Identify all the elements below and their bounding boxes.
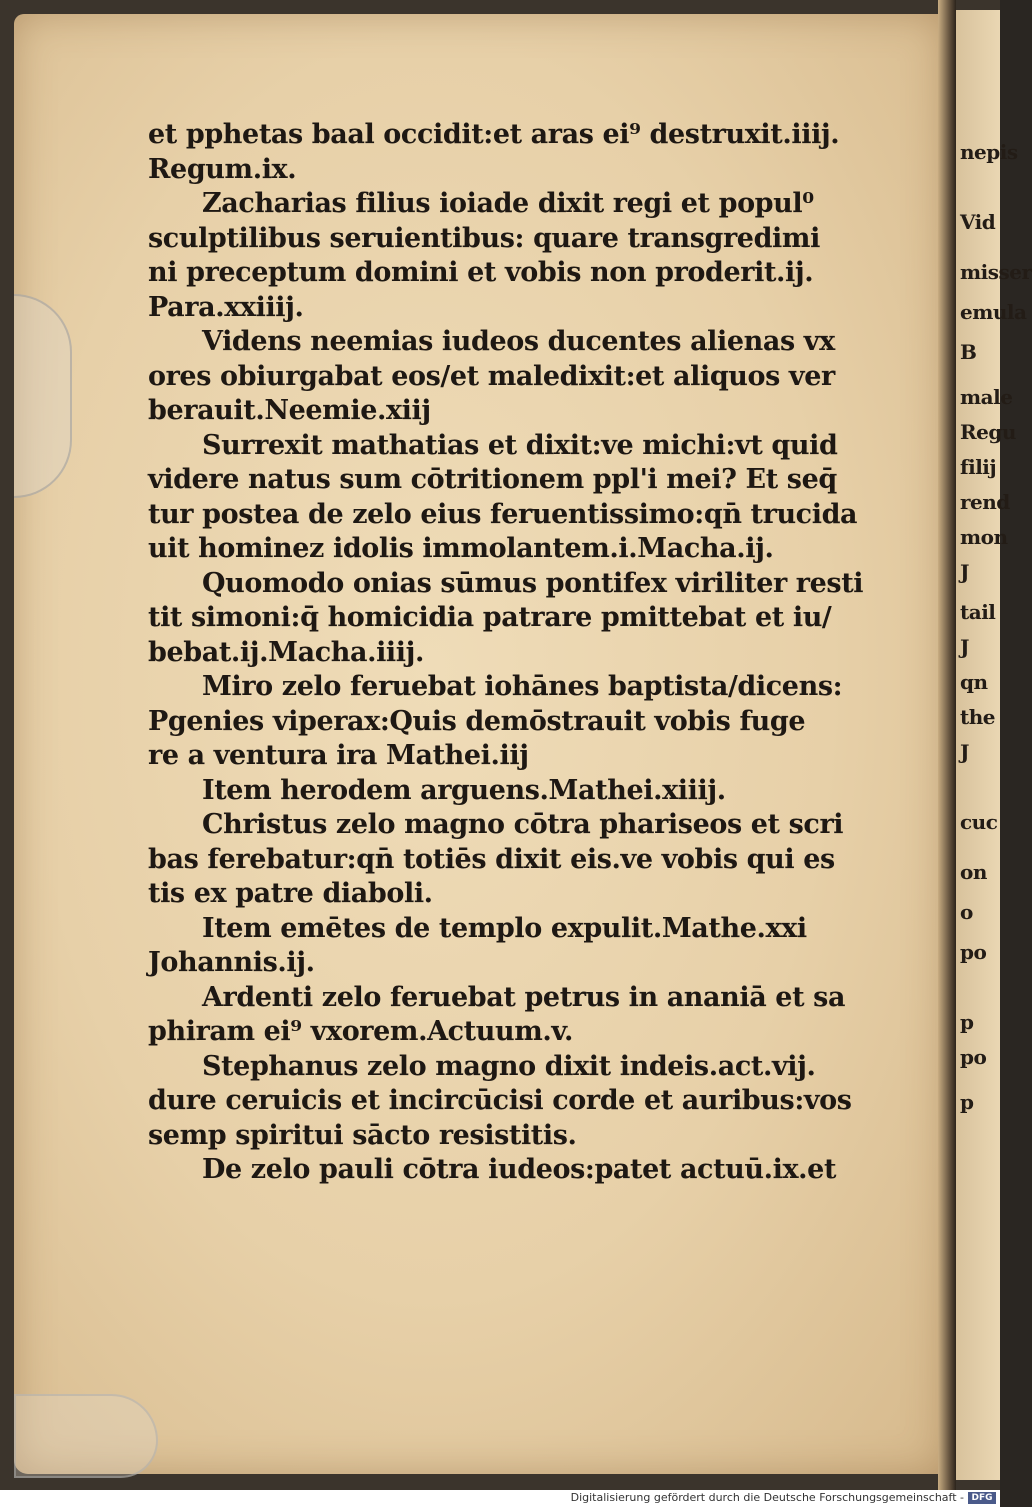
facing-page-edge — [956, 10, 1032, 1480]
facing-page-fragment: po — [960, 1045, 987, 1069]
text-line: ni preceptum domini et vobis non proderit.ij. — [148, 257, 814, 288]
text-line: uit hominez idolis immolantem.i.Macha.ij. — [148, 533, 774, 564]
facing-page-fragment: Regu — [960, 420, 1016, 444]
facing-page-fragment: qn — [960, 670, 988, 694]
text-line: Christus zelo magno cōtra phariseos et scri — [202, 809, 844, 840]
text-line: De zelo pauli cōtra iudeos:patet actuū.ix.et — [202, 1154, 837, 1185]
facing-page-fragment: the — [960, 705, 996, 729]
text-line: re a ventura ira Mathei.iij — [148, 740, 529, 771]
digitization-footer — [0, 1490, 1000, 1507]
facing-page-fragment: misser — [960, 260, 1032, 284]
text-line: ores obiurgabat eos/et maledixit:et aliquos ver — [148, 360, 835, 392]
text-line: tur postea de zelo eius feruentissimo:qn̄ trucida — [148, 498, 858, 530]
text-line: sculptilibus seruientibus: quare transgredimi — [148, 222, 820, 254]
text-line: Para.xxiiij. — [148, 291, 304, 323]
facing-page-fragment: filij — [960, 455, 997, 479]
main-text-block — [148, 118, 888, 1188]
text-line: Miro zelo feruebat iohānes baptista/dicens: — [202, 671, 843, 702]
facing-page-fragment: o — [960, 900, 973, 924]
dfg-logo: DFG — [968, 1492, 996, 1504]
text-line: berauit.Neemie.xiij — [148, 395, 431, 426]
text-line: bebat.ij.Macha.iiij. — [148, 636, 425, 668]
text-line: phiram ei⁹ vxorem.Actuum.v. — [148, 1016, 573, 1047]
book-gutter — [938, 0, 956, 1490]
facing-page-fragment: cuc — [960, 810, 998, 834]
facing-page-fragment: J — [960, 560, 969, 584]
text-line: tis ex patre diaboli. — [148, 878, 433, 909]
text-line: Regum.ix. — [148, 153, 297, 185]
facing-page-fragment: J — [960, 635, 969, 659]
facing-page-fragment: p — [960, 1090, 974, 1114]
text-line: Surrexit mathatias et dixit:ve michi:vt quid — [202, 429, 838, 461]
page-clip — [14, 294, 72, 498]
facing-page-fragment: male — [960, 385, 1013, 409]
text-line: dure ceruicis et incircūcisi corde et auribus:vos — [148, 1085, 852, 1116]
facing-page-fragment: rend — [960, 490, 1010, 514]
text-line: Stephanus zelo magno dixit indeis.act.vij. — [202, 1050, 816, 1082]
text-line: Videns neemias iudeos ducentes alienas vx — [202, 326, 835, 357]
text-line: semp spiritui sācto resistitis. — [148, 1119, 577, 1151]
text-line: Pgenies viperax:Quis demōstrauit vobis fuge — [148, 705, 806, 737]
facing-page-fragment: tail — [960, 600, 996, 624]
page-clip-bottom — [14, 1394, 158, 1478]
footer-credit: Digitalisierung gefördert durch die Deutsche Forschungsgemeinschaft - — [570, 1491, 964, 1504]
text-line: et pphetas baal occidit:et aras ei⁹ destruxit.iiij. — [148, 119, 840, 150]
text-line: bas ferebatur:qn̄ totiēs dixit eis.ve vobis qui es — [148, 843, 835, 875]
facing-page-fragment: J — [960, 740, 969, 764]
text-line: Quomodo onias sūmus pontifex viriliter resti — [202, 567, 864, 599]
text-line: videre natus sum cōtritionem ppl'i mei? Et seq̄ — [148, 464, 837, 495]
text-line: Item herodem arguens.Mathei.xiiij. — [202, 774, 726, 806]
text-line: tit simoni:q̄ homicidia patrare pmittebat et iu/ — [148, 602, 832, 633]
text-line: Zacharias filius ioiade dixit regi et popul⁰ — [202, 188, 814, 219]
facing-page-fragment: nepis — [960, 140, 1018, 164]
facing-page-fragment: B — [960, 340, 977, 364]
facing-page-fragment: Vid — [960, 210, 996, 234]
text-line: Johannis.ij. — [148, 947, 315, 978]
facing-page-fragment: emula — [960, 300, 1027, 324]
facing-page-fragment: mon — [960, 525, 1008, 549]
facing-page-fragment: po — [960, 940, 987, 964]
facing-page-fragment: on — [960, 860, 987, 884]
text-line: Ardenti zelo feruebat petrus in ananiā et sa — [202, 981, 846, 1013]
facing-page-fragment: p — [960, 1010, 974, 1034]
text-line: Item emētes de templo expulit.Mathe.xxi — [202, 912, 807, 944]
